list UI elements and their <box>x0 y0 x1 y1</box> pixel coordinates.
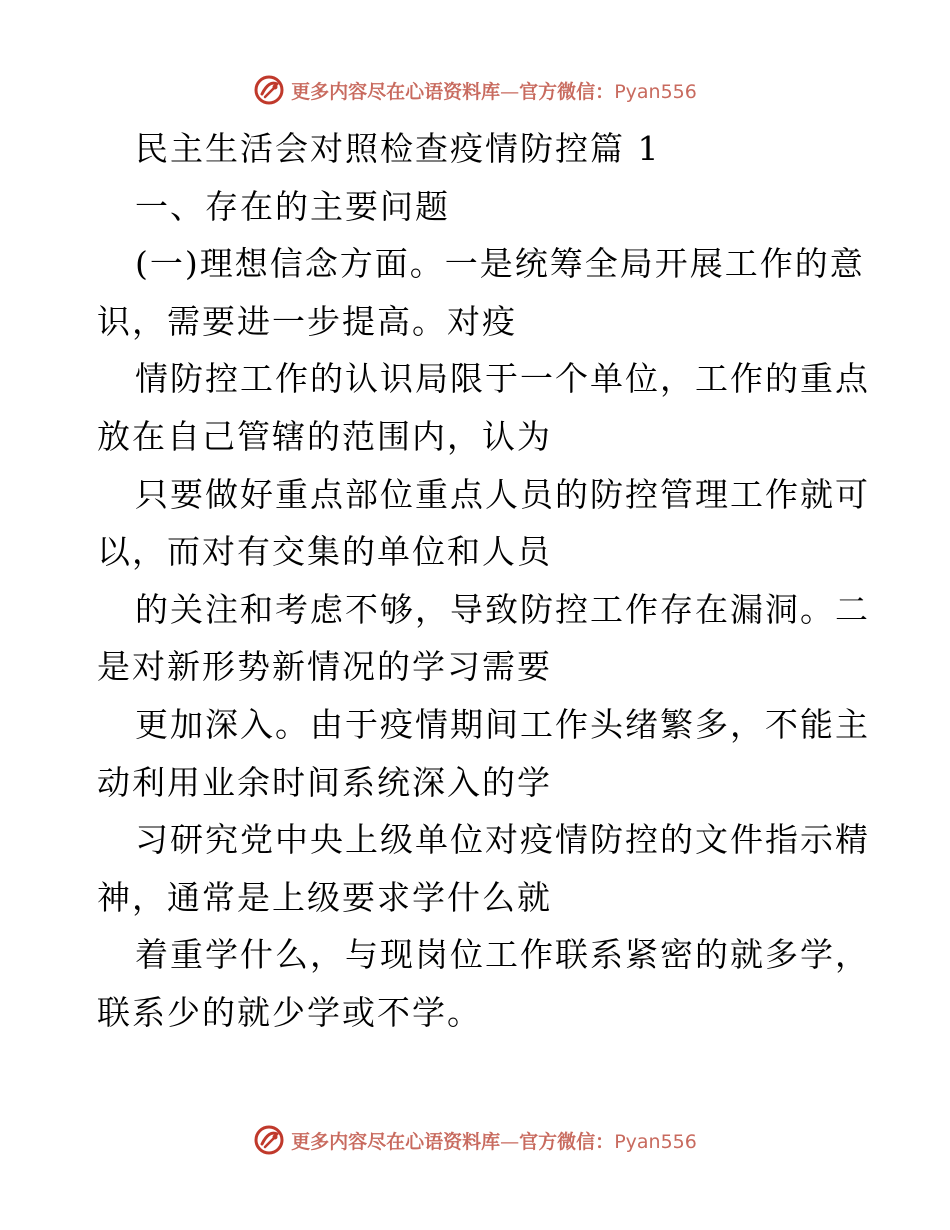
paragraph-line: 着重学什么，与现岗位工作联系紧密的就多学， <box>135 935 870 975</box>
paragraph-line: 情防控工作的认识局限于一个单位，工作的重点 <box>135 359 870 399</box>
paragraph-line: 神，通常是上级要求学什么就 <box>97 877 552 917</box>
banner-wechat-label: 官方微信： <box>519 80 615 103</box>
paragraph-line: 以，而对有交集的单位和人员 <box>97 532 552 572</box>
paragraph-line: 只要做好重点部位重点人员的防控管理工作就可 <box>135 474 870 514</box>
document-body <box>97 120 870 1042</box>
banner-wechat-id: Pyan556 <box>614 80 697 103</box>
paragraph-line: 联系少的就少学或不学。 <box>97 992 482 1032</box>
banner-main-text: 更多内容尽在心语资料库 <box>291 80 501 103</box>
banner-text <box>291 1127 697 1154</box>
banner-main-text: 更多内容尽在心语资料库 <box>291 1130 501 1153</box>
banner-text <box>291 77 697 104</box>
banner-wechat-label: 官方微信： <box>519 1130 615 1153</box>
paragraph-line: (一)理想信念方面。一是统筹全局开展工作的意 <box>135 244 865 284</box>
paragraph-line: 识，需要进一步提高。对疫 <box>97 301 517 341</box>
paragraph-line: 是对新形势新情况的学习需要 <box>97 647 552 687</box>
logo-icon <box>253 74 285 106</box>
logo-icon <box>253 1124 285 1156</box>
banner-separator: — <box>500 1130 520 1153</box>
paragraph-line: 放在自己管辖的范围内，认为 <box>97 416 552 456</box>
document-title: 民主生活会对照检查疫情防控篇 1 <box>135 129 661 168</box>
banner-wechat-id: Pyan556 <box>614 1130 697 1153</box>
section-heading: 一、存在的主要问题 <box>135 186 450 226</box>
paragraph-line: 更加深入。由于疫情期间工作头绪繁多，不能主 <box>135 704 870 744</box>
footer-banner <box>0 1120 950 1160</box>
paragraph-line: 习研究党中央上级单位对疫情防控的文件指示精 <box>135 820 870 860</box>
banner-separator: — <box>500 80 520 103</box>
paragraph-line: 的关注和考虑不够，导致防控工作存在漏洞。二 <box>135 589 870 629</box>
paragraph-line: 动利用业余时间系统深入的学 <box>97 762 552 802</box>
header-banner <box>0 70 950 110</box>
